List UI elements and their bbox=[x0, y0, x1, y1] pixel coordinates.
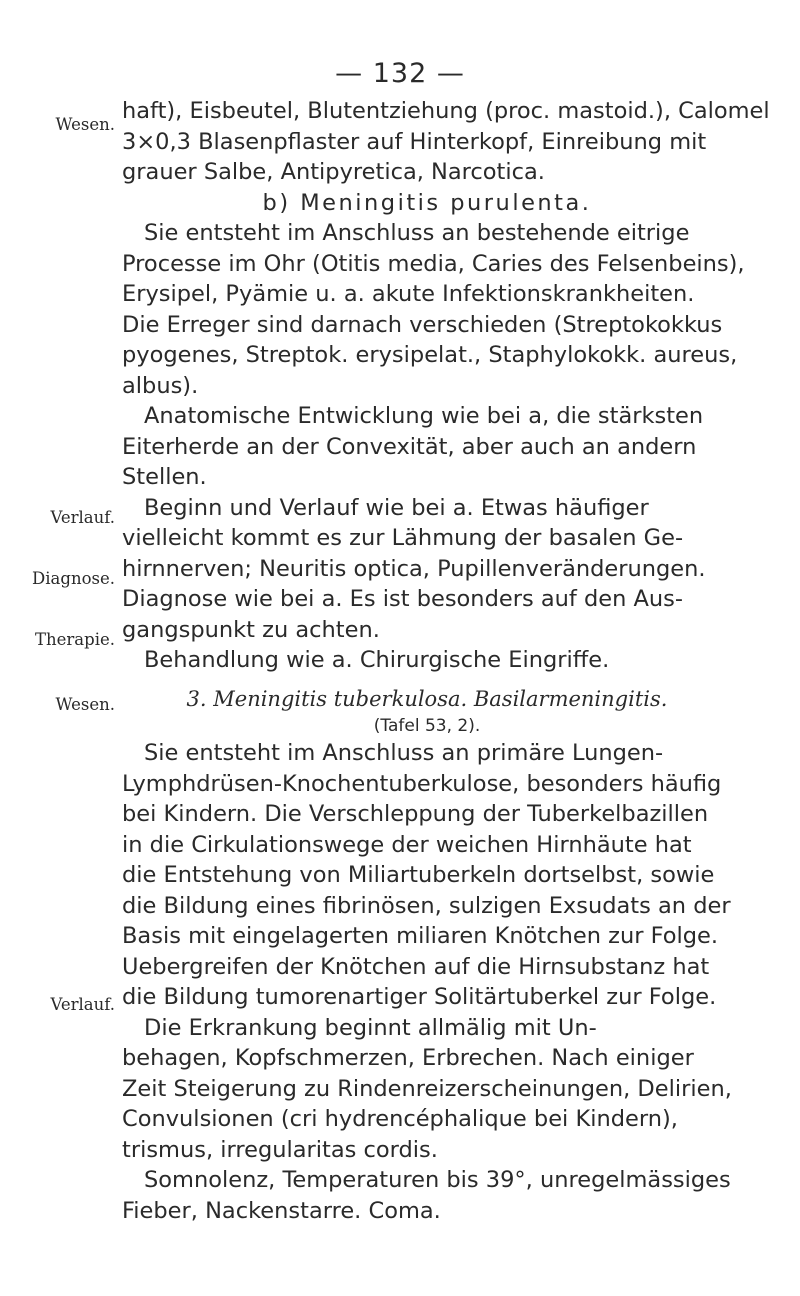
text-line: trismus, irregularitas cordis. bbox=[122, 1136, 438, 1163]
text-line: in die Cirkulationswege der weichen Hirnhäute hat bbox=[122, 831, 692, 858]
plate-reference: (Tafel 53, 2). bbox=[373, 716, 481, 736]
section-heading-3: 3. Meningitis tuberkulosa. Basilarmeningitis. bbox=[186, 686, 668, 711]
text-line: vielleicht kommt es zur Lähmung der basalen Ge- bbox=[122, 525, 684, 551]
text-line: Processe im Ohr (Otitis media, Caries des Felsenbeins), bbox=[122, 250, 745, 277]
text-line: Anatomische Entwicklung wie bei a, die stärksten bbox=[144, 403, 704, 429]
text-line: 3×0,3 Blasenpflaster auf Hinterkopf, Einreibung mit bbox=[122, 128, 707, 155]
text-line: Behandlung wie a. Chirurgische Eingriffe. bbox=[144, 647, 610, 673]
text-line: Fieber, Nackenstarre. Coma. bbox=[122, 1197, 441, 1224]
text-line: gangspunkt zu achten. bbox=[122, 616, 380, 643]
text-line: Die Erreger sind darnach verschieden (Streptokokkus bbox=[122, 311, 723, 338]
margin-note-therapie: Therapie. bbox=[35, 630, 115, 649]
text-line: behagen, Kopfschmerzen, Erbrechen. Nach einiger bbox=[122, 1045, 694, 1071]
text-line: Zeit Steigerung zu Rindenreizerscheinungen, Delirien, bbox=[122, 1075, 732, 1102]
text-line: grauer Salbe, Antipyretica, Narcotica. bbox=[122, 159, 545, 185]
text-line: Uebergreifen der Knötchen auf die Hirnsubstanz hat bbox=[122, 953, 710, 980]
body-text bbox=[122, 96, 772, 1226]
text-line: Lymphdrüsen-Knochentuberkulose, besonders häufig bbox=[122, 770, 722, 797]
text-line: pyogenes, Streptok. erysipelat., Staphylokokk. aureus, bbox=[122, 342, 738, 368]
text-line: Die Erkrankung beginnt allmälig mit Un- bbox=[144, 1014, 597, 1041]
text-line: Somnolenz, Temperaturen bis 39°, unregelmässiges bbox=[144, 1167, 731, 1193]
text-line: Beginn und Verlauf wie bei a. Etwas häufiger bbox=[144, 494, 649, 521]
page-number: — 132 — bbox=[335, 58, 465, 89]
text-line: die Bildung tumorenartiger Solitärtuberkel zur Folge. bbox=[122, 984, 717, 1010]
text-line: Convulsionen (cri hydrencéphalique bei Kindern), bbox=[122, 1106, 678, 1132]
margin-note-verlauf-2: Verlauf. bbox=[50, 995, 115, 1014]
text-line: Sie entsteht im Anschluss an primäre Lungen- bbox=[144, 740, 664, 766]
margin-note-verlauf: Verlauf. bbox=[50, 508, 115, 527]
text-line: Basis mit eingelagerten miliaren Knötchen zur Folge. bbox=[122, 923, 719, 949]
section-heading-b: b) Meningitis purulenta. bbox=[262, 189, 592, 216]
text-line: albus). bbox=[122, 372, 199, 399]
text-line: haft), Eisbeutel, Blutentziehung (proc. mastoid.), Calomel bbox=[122, 98, 770, 124]
text-line: bei Kindern. Die Verschleppung der Tuberkelbazillen bbox=[122, 801, 709, 827]
margin-note-wesen: Wesen. bbox=[55, 115, 115, 134]
margin-note-diagnose: Diagnose. bbox=[32, 569, 115, 588]
text-line: Diagnose wie bei a. Es ist besonders auf den Aus- bbox=[122, 586, 683, 612]
text-line: Sie entsteht im Anschluss an bestehende eitrige bbox=[144, 220, 690, 246]
text-line: hirnnerven; Neuritis optica, Pupillenveränderungen. bbox=[122, 555, 706, 582]
text-line: die Bildung eines fibrinösen, sulzigen Exsudats an der bbox=[122, 892, 731, 919]
text-line: die Entstehung von Miliartuberkeln dortselbst, sowie bbox=[122, 862, 715, 888]
text-line: Eiterherde an der Convexität, aber auch an andern bbox=[122, 433, 697, 460]
text-line: Erysipel, Pyämie u. a. akute Infektionskrankheiten. bbox=[122, 281, 695, 307]
text-line: Stellen. bbox=[122, 464, 207, 490]
margin-note-wesen-2: Wesen. bbox=[55, 695, 115, 714]
